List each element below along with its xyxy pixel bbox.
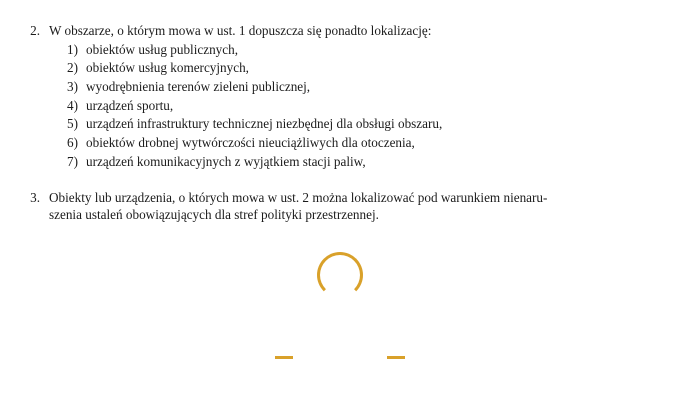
list-item-text: urządzeń komunikacyjnych z wyjątkiem stacji paliw, <box>86 153 366 169</box>
clause-3-number: 3. <box>30 189 40 205</box>
list-item <box>49 153 662 172</box>
clause-3-lead-text: Obiekty lub urządzenia, o których mowa w ust. 2 można lokalizować pod warunkiem nienaru- <box>49 189 548 205</box>
list-item-marker: 2) <box>67 60 78 76</box>
list-item-marker: 4) <box>67 97 78 113</box>
list-item-text: obiektów drobnej wytwórczości nieuciążliwych dla otoczenia, <box>86 135 415 151</box>
list-item-marker: 5) <box>67 116 78 132</box>
loading-spinner <box>0 252 680 372</box>
clause-2 <box>18 22 662 172</box>
clause-3 <box>18 189 662 224</box>
list-item-text: wyodrębnienia terenów zieleni publicznej, <box>86 79 311 95</box>
clause-3-body <box>49 189 662 224</box>
list-item <box>49 115 662 134</box>
list-item-text: urządzeń infrastruktury technicznej niezbędnej dla obsługi obszaru, <box>86 116 443 132</box>
list-item-marker: 6) <box>67 135 78 151</box>
clause-2-body <box>49 22 662 172</box>
clause-2-number: 2. <box>30 23 40 38</box>
spinner-dash-left-icon <box>275 356 293 359</box>
list-item-text: urządzeń sportu, <box>86 97 174 113</box>
clause-3-continuation-text: szenia ustaleń obowiązujących dla stref polityki przestrzennej. <box>49 207 379 223</box>
list-item-marker: 1) <box>67 41 78 57</box>
list-item <box>49 59 662 78</box>
list-item <box>49 134 662 153</box>
clause-2-lead-text: W obszarze, o którym mowa w ust. 1 dopuszcza się ponadto lokalizację: <box>49 23 432 38</box>
list-item <box>49 41 662 60</box>
list-item-text: obiektów usług publicznych, <box>86 41 238 57</box>
spinner-dash-right-icon <box>387 356 405 359</box>
list-item <box>49 78 662 97</box>
list-item-text: obiektów usług komercyjnych, <box>86 60 249 76</box>
list-item-marker: 3) <box>67 79 78 95</box>
list-item-marker: 7) <box>67 153 78 169</box>
list-item <box>49 97 662 116</box>
spinner-ring-icon <box>317 252 363 298</box>
clause-2-sublist <box>49 41 662 172</box>
